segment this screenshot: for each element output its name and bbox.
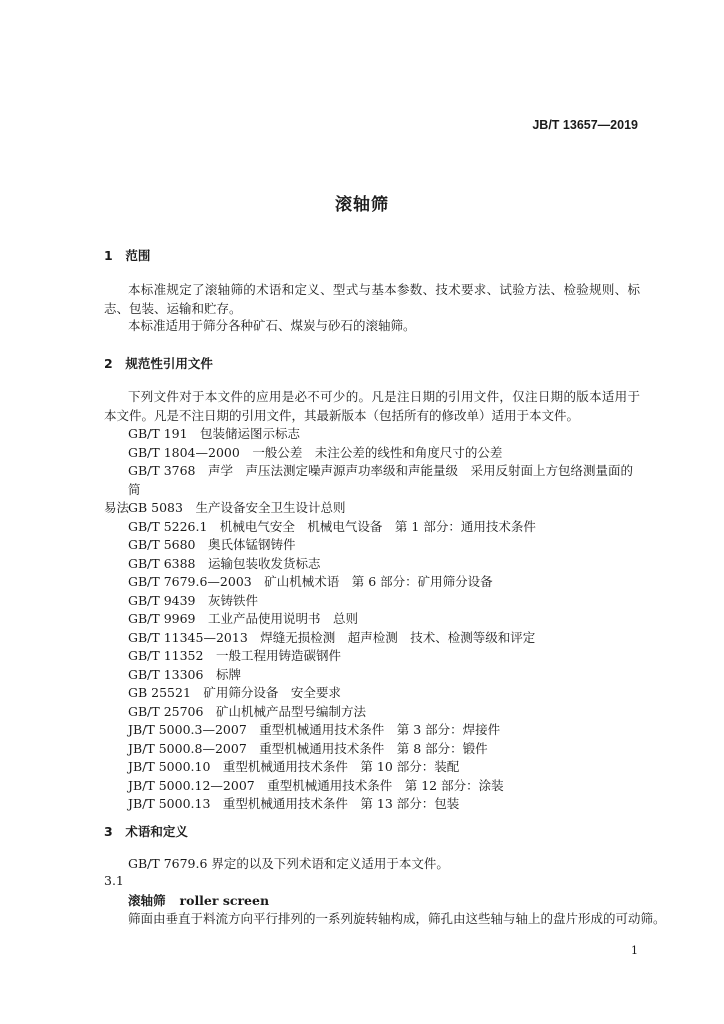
reference-item: GB/T 1804—2000 一般公差 未注公差的线性和角度尺寸的公差 [128, 444, 503, 460]
term-english: roller screen [179, 893, 270, 908]
standard-number: JB/T 13657—2019 [532, 118, 638, 132]
references-intro: 下列文件对于本文件的应用是必不可少的。凡是注日期的引用文件，仅注日期的版本适用于本文件。凡是不注日期的引用文件，其最新版本（包括所有的修改单）适用于本文件。 [104, 389, 640, 423]
reference-item: JB/T 5000.12—2007 重型机械通用技术条件 第 12 部分：涂装 [128, 777, 504, 793]
reference-text: GB/T 3768 声学 声压法测定噪声源声功率级和声能量级 采用反射面上方包络测量面的简 [128, 463, 634, 497]
reference-item: GB/T 5680 奥氏体锰钢铸件 [128, 537, 296, 552]
reference-item: GB/T 191 包装储运图示标志 [128, 426, 301, 441]
term-number: 3.1 [104, 873, 124, 888]
reference-item: GB/T 9969 工业产品使用说明书 总则 [128, 611, 359, 626]
section-number: 2 [104, 356, 113, 371]
reference-list [104, 425, 640, 814]
reference-item: JB/T 5000.13 重型机械通用技术条件 第 13 部分：包装 [128, 796, 460, 811]
reference-text-continuation: 易法 [104, 500, 130, 515]
reference-item: JB/T 5000.10 重型机械通用技术条件 第 10 部分：装配 [128, 759, 460, 774]
reference-item: JB/T 5000.8—2007 重型机械通用技术条件 第 8 部分：锻件 [128, 740, 488, 756]
section-1-heading [104, 246, 150, 264]
scope-paragraph-2: 本标准适用于筛分各种矿石、煤炭与砂石的滚轴筛。 [128, 318, 416, 333]
section-2-heading [104, 354, 213, 372]
reference-item: GB/T 25706 矿山机械产品型号编制方法 [128, 703, 366, 719]
term-chinese: 滚轴筛 [128, 893, 166, 908]
reference-item: JB/T 5000.3—2007 重型机械通用技术条件 第 3 部分：焊接件 [128, 722, 501, 737]
section-3-heading [104, 822, 188, 840]
section-title: 规范性引用文件 [125, 356, 213, 371]
reference-item: GB 25521 矿用筛分设备 安全要求 [128, 685, 341, 700]
term-heading [128, 891, 269, 909]
section-title: 范围 [125, 248, 151, 263]
section-number: 3 [104, 824, 113, 839]
reference-item: GB 5083 生产设备安全卫生设计总则 [128, 500, 346, 515]
page-number: 1 [631, 944, 638, 957]
reference-item: GB/T 11352 一般工程用铸造碳钢件 [128, 648, 341, 663]
reference-item: GB/T 7679.6—2003 矿山机械术语 第 6 部分：矿用筛分设备 [128, 574, 493, 589]
section-number: 1 [104, 248, 113, 263]
terms-intro: GB/T 7679.6 界定的以及下列术语和定义适用于本文件。 [128, 856, 449, 871]
document-title: 滚轴筛 [335, 195, 389, 215]
reference-item: GB/T 6388 运输包装收发货标志 [128, 555, 321, 571]
reference-item: GB/T 13306 标牌 [128, 666, 241, 682]
reference-item: GB/T 5226.1 机械电气安全 机械电气设备 第 1 部分：通用技术条件 [128, 518, 536, 534]
term-definition: 筛面由垂直于料流方向平行排列的一系列旋转轴构成，筛孔由这些轴与轴上的盘片形成的可动筛。 [128, 911, 666, 926]
section-title: 术语和定义 [125, 824, 188, 839]
scope-paragraph-1: 本标准规定了滚轴筛的术语和定义、型式与基本参数、技术要求、试验方法、检验规则、标志、包装、运输和贮存。 [104, 282, 640, 316]
reference-item: GB/T 9439 灰铸铁件 [128, 592, 259, 608]
reference-item: GB/T 11345—2013 焊缝无损检测 超声检测 技术、检测等级和评定 [128, 629, 536, 645]
